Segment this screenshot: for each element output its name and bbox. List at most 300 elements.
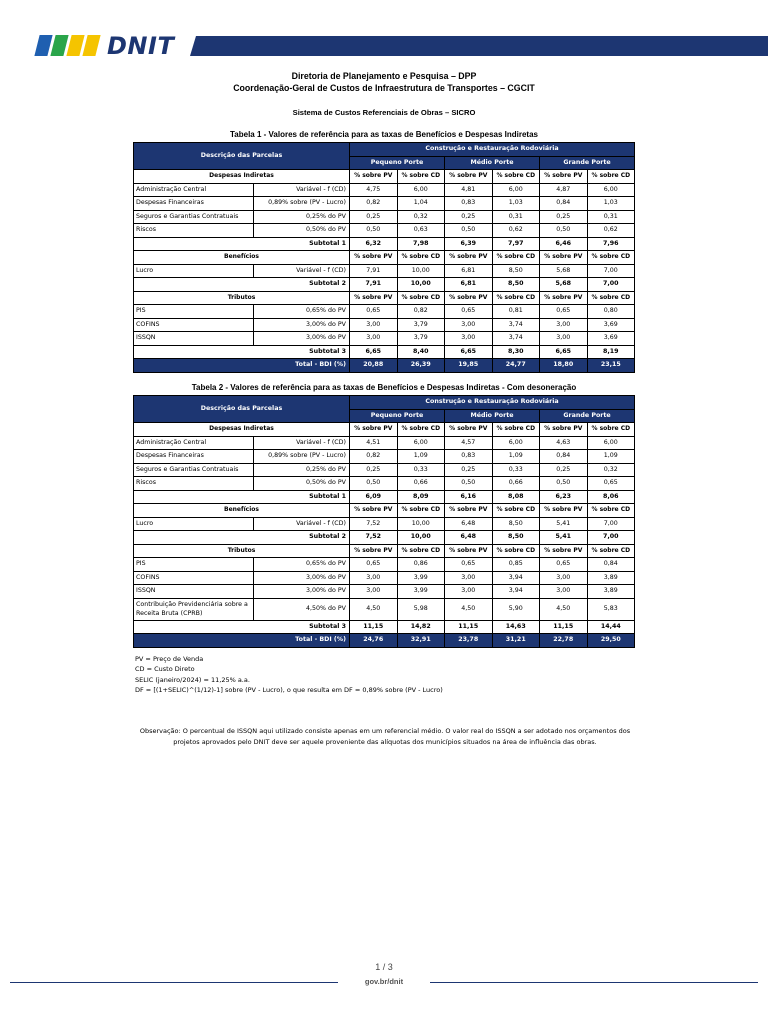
value-cell: 3,00 [445,332,493,346]
value-cell: 5,41 [540,517,588,531]
column-label: % sobre CD [587,544,635,558]
column-label: % sobre CD [397,251,445,265]
table-row [134,463,635,477]
subtotal-value: 6,65 [540,345,588,359]
table-row [134,224,635,238]
subtotal-value: 7,52 [350,531,398,545]
value-cell: 6,00 [587,436,635,450]
value-cell: 0,83 [445,197,493,211]
total-label: Total - BDI (%) [134,634,350,648]
section-name: Benefícios [134,504,350,518]
subtotal-row [134,531,635,545]
value-cell: 0,82 [397,305,445,319]
subtotal-value: 6,81 [445,278,493,292]
value-cell: 3,00 [445,571,493,585]
value-cell: 4,81 [445,183,493,197]
value-cell: 0,25 [540,463,588,477]
subtotal-label: Subtotal 2 [134,278,350,292]
row-basis: 3,00% do PV [254,332,350,346]
total-row [134,634,635,648]
total-value: 20,88 [350,359,398,373]
value-cell: 0,50 [540,224,588,238]
document-titles [0,70,768,117]
value-cell: 0,83 [445,450,493,464]
value-cell: 3,00 [445,318,493,332]
subtotal-value: 7,00 [587,278,635,292]
note-df: DF = [(1+SELIC)^(1/12)-1] sobre (PV - Lucro), o que resulta em DF = 0,89% sobre (PV - Lucro) [135,685,443,694]
row-basis: 0,50% do PV [254,224,350,238]
value-cell: 0,50 [445,477,493,491]
value-cell: 0,25 [445,463,493,477]
row-label: Despesas Financeiras [134,450,254,464]
value-cell: 8,50 [492,517,540,531]
table1 [133,142,635,373]
value-cell: 4,50 [540,598,588,620]
subtotal-value: 7,91 [350,278,398,292]
row-basis: 0,25% do PV [254,210,350,224]
section-header-row [134,544,635,558]
column-label: % sobre PV [540,251,588,265]
dnit-logo-stripes [37,35,99,56]
total-value: 24,76 [350,634,398,648]
table-row [134,558,635,572]
value-cell: 3,00 [540,318,588,332]
value-cell: 6,00 [492,436,540,450]
row-label: Despesas Financeiras [134,197,254,211]
page-header [0,34,768,58]
column-label: % sobre CD [492,504,540,518]
column-label: % sobre CD [492,170,540,184]
row-basis: 0,50% do PV [254,477,350,491]
subtotal-value: 7,97 [492,237,540,251]
value-cell: 6,00 [397,436,445,450]
value-cell: 3,00 [445,585,493,599]
header-bar [190,36,768,56]
value-cell: 3,00 [540,332,588,346]
value-cell: 4,63 [540,436,588,450]
subtotal-row [134,278,635,292]
section-name: Tributos [134,544,350,558]
total-row [134,359,635,373]
column-label: % sobre PV [350,291,398,305]
value-cell: 3,79 [397,332,445,346]
footer-site: gov.br/dnit [364,977,404,986]
row-basis: 0,25% do PV [254,463,350,477]
subtotal-value: 8,06 [587,490,635,504]
subtotal-value: 7,00 [587,531,635,545]
logo-stripe-green [50,35,68,56]
value-cell: 1,03 [587,197,635,211]
table-row [134,332,635,346]
column-label: % sobre PV [445,291,493,305]
value-cell: 5,98 [397,598,445,620]
value-cell: 3,89 [587,585,635,599]
subtotal-label: Subtotal 2 [134,531,350,545]
value-cell: 6,00 [587,183,635,197]
subtotal-value: 8,50 [492,531,540,545]
table2-title: Tabela 2 - Valores de referência para as taxas de Benefícios e Despesas Indiretas - Com desoneração [191,383,577,392]
row-label: Seguros e Garantias Contratuais [134,210,254,224]
total-label: Total - BDI (%) [134,359,350,373]
value-cell: 0,84 [540,450,588,464]
table-row [134,436,635,450]
dnit-logo-text: DNIT [107,32,175,60]
total-value: 31,21 [492,634,540,648]
section-header-row [134,504,635,518]
table-row [134,318,635,332]
porte-header: Grande Porte [540,409,635,423]
total-value: 24,77 [492,359,540,373]
subtotal-label: Subtotal 1 [134,490,350,504]
value-cell: 4,51 [350,436,398,450]
column-label: % sobre CD [492,544,540,558]
subtotal-value: 7,98 [397,237,445,251]
value-cell: 0,84 [587,558,635,572]
value-cell: 3,00 [350,571,398,585]
row-label: PIS [134,305,254,319]
table1-title: Tabela 1 - Valores de referência para as taxas de Benefícios e Despesas Indiretas [229,130,538,139]
subtotal-value: 6,48 [445,531,493,545]
subtotal-row [134,490,635,504]
subtotal-value: 6,39 [445,237,493,251]
notes [135,654,443,695]
title-directorate: Diretoria de Planejamento e Pesquisa – DPP [291,71,477,81]
value-cell: 10,00 [397,264,445,278]
table-row [134,598,635,620]
column-label: % sobre CD [587,170,635,184]
section-header-row [134,291,635,305]
subtotal-label: Subtotal 3 [134,345,350,359]
subtotal-value: 8,30 [492,345,540,359]
value-cell: 0,25 [540,210,588,224]
row-basis: 4,50% do PV [254,598,350,620]
value-cell: 7,00 [587,517,635,531]
value-cell: 0,25 [445,210,493,224]
value-cell: 0,84 [540,197,588,211]
value-cell: 0,82 [350,450,398,464]
column-label: % sobre CD [397,544,445,558]
column-label: % sobre PV [540,504,588,518]
column-label: % sobre PV [540,170,588,184]
column-label: % sobre CD [397,170,445,184]
value-cell: 0,65 [540,558,588,572]
value-cell: 1,03 [492,197,540,211]
column-label: % sobre CD [587,504,635,518]
value-cell: 4,75 [350,183,398,197]
value-cell: 3,79 [397,318,445,332]
value-cell: 6,48 [445,517,493,531]
value-cell: 5,83 [587,598,635,620]
porte-header: Médio Porte [445,409,540,423]
value-cell: 0,50 [350,477,398,491]
value-cell: 0,85 [492,558,540,572]
column-label: % sobre PV [350,423,398,437]
column-label: % sobre CD [587,251,635,265]
value-cell: 3,99 [397,571,445,585]
value-cell: 3,74 [492,332,540,346]
section-header-row [134,251,635,265]
value-cell: 5,68 [540,264,588,278]
row-basis: Variável - f (CD) [254,183,350,197]
subtotal-value: 5,68 [540,278,588,292]
value-cell: 0,62 [587,224,635,238]
total-value: 23,78 [445,634,493,648]
value-cell: 7,52 [350,517,398,531]
value-cell: 0,81 [492,305,540,319]
table-row [134,264,635,278]
column-label: % sobre PV [350,251,398,265]
row-basis: Variável - f (CD) [254,264,350,278]
value-cell: 0,86 [397,558,445,572]
value-cell: 4,50 [350,598,398,620]
value-cell: 0,50 [540,477,588,491]
page-number: 1 / 3 [375,962,393,972]
column-label: % sobre PV [445,251,493,265]
column-label: % sobre PV [445,170,493,184]
subtotal-value: 5,41 [540,531,588,545]
row-basis: 0,65% do PV [254,558,350,572]
subtotal-value: 11,15 [540,620,588,634]
value-cell: 0,65 [587,477,635,491]
row-basis: 0,65% do PV [254,305,350,319]
value-cell: 3,94 [492,585,540,599]
column-label: % sobre PV [540,291,588,305]
subtotal-value: 11,15 [350,620,398,634]
table-row [134,571,635,585]
table-row [134,210,635,224]
value-cell: 5,90 [492,598,540,620]
value-cell: 0,62 [492,224,540,238]
value-cell: 0,66 [492,477,540,491]
header-row [134,396,635,410]
section-name: Despesas Indiretas [134,423,350,437]
value-cell: 3,69 [587,332,635,346]
desc-header: Descrição das Parcelas [134,143,350,170]
row-label: Administração Central [134,436,254,450]
subtotal-value: 11,15 [445,620,493,634]
value-cell: 6,00 [397,183,445,197]
value-cell: 0,32 [397,210,445,224]
row-label: Seguros e Garantias Contratuais [134,463,254,477]
row-label: Lucro [134,517,254,531]
value-cell: 0,66 [397,477,445,491]
column-label: % sobre PV [350,504,398,518]
value-cell: 10,00 [397,517,445,531]
value-cell: 0,32 [587,463,635,477]
column-label: % sobre CD [492,251,540,265]
row-label: Riscos [134,477,254,491]
value-cell: 0,50 [445,224,493,238]
value-cell: 0,25 [350,210,398,224]
value-cell: 0,50 [350,224,398,238]
total-value: 18,80 [540,359,588,373]
subtotal-value: 8,19 [587,345,635,359]
value-cell: 0,31 [587,210,635,224]
subtotal-label: Subtotal 3 [134,620,350,634]
value-cell: 4,87 [540,183,588,197]
subtotal-value: 14,63 [492,620,540,634]
value-cell: 7,00 [587,264,635,278]
group-header: Construção e Restauração Rodoviária [350,143,635,157]
value-cell: 3,00 [350,585,398,599]
column-label: % sobre PV [350,544,398,558]
subtotal-value: 7,96 [587,237,635,251]
value-cell: 0,65 [445,558,493,572]
value-cell: 0,33 [492,463,540,477]
value-cell: 0,31 [492,210,540,224]
row-basis: Variável - f (CD) [254,436,350,450]
subtotal-value: 6,32 [350,237,398,251]
total-value: 32,91 [397,634,445,648]
subtotal-value: 8,08 [492,490,540,504]
value-cell: 8,50 [492,264,540,278]
subtotal-value: 6,23 [540,490,588,504]
total-value: 29,50 [587,634,635,648]
logo-stripe-yellow [66,35,84,56]
subtotal-value: 6,65 [350,345,398,359]
value-cell: 1,09 [587,450,635,464]
value-cell: 0,65 [540,305,588,319]
total-value: 22,78 [540,634,588,648]
observation: Observação: O percentual de ISSQN aqui utilizado consiste apenas em um referencial médio. O valor real do ISSQN a ser adotado nos orçamentos dos projetos aprovados pelo DNIT deve ser aquele proveniente das alíquotas dos municípios situados na área de influência das obras. [139,727,631,746]
column-label: % sobre PV [445,544,493,558]
subtotal-value: 8,09 [397,490,445,504]
value-cell: 0,33 [397,463,445,477]
value-cell: 6,00 [492,183,540,197]
table-row [134,183,635,197]
column-label: % sobre CD [397,504,445,518]
header-row [134,143,635,157]
column-label: % sobre CD [492,291,540,305]
porte-header: Pequeno Porte [350,409,445,423]
table-row [134,197,635,211]
column-label: % sobre CD [587,423,635,437]
note-pv: PV = Preço de Venda [135,655,204,663]
subtotal-value: 6,16 [445,490,493,504]
value-cell: 7,91 [350,264,398,278]
porte-header: Médio Porte [445,156,540,170]
column-label: % sobre CD [492,423,540,437]
value-cell: 3,00 [350,318,398,332]
total-value: 23,15 [587,359,635,373]
subtotal-value: 8,40 [397,345,445,359]
value-cell: 4,57 [445,436,493,450]
value-cell: 0,25 [350,463,398,477]
value-cell: 3,99 [397,585,445,599]
value-cell: 1,09 [492,450,540,464]
column-label: % sobre CD [397,291,445,305]
section-header-row [134,423,635,437]
row-basis: 3,00% do PV [254,318,350,332]
desc-header: Descrição das Parcelas [134,396,350,423]
column-label: % sobre PV [540,544,588,558]
value-cell: 0,63 [397,224,445,238]
value-cell: 4,50 [445,598,493,620]
table-row [134,305,635,319]
porte-header: Grande Porte [540,156,635,170]
table-row [134,585,635,599]
value-cell: 1,04 [397,197,445,211]
total-value: 26,39 [397,359,445,373]
subtotal-value: 8,50 [492,278,540,292]
subtotal-row [134,620,635,634]
title-system: Sistema de Custos Referenciais de Obras – SICRO [292,108,476,117]
value-cell: 3,00 [350,332,398,346]
subtotal-value: 14,44 [587,620,635,634]
table-row [134,517,635,531]
row-basis: 3,00% do PV [254,571,350,585]
value-cell: 3,69 [587,318,635,332]
section-name: Despesas Indiretas [134,170,350,184]
total-value: 19,85 [445,359,493,373]
value-cell: 6,81 [445,264,493,278]
row-basis: 0,89% sobre (PV - Lucro) [254,197,350,211]
value-cell: 0,80 [587,305,635,319]
subtotal-value: 6,09 [350,490,398,504]
row-label: Riscos [134,224,254,238]
logo-stripe-blue [34,35,52,56]
section-name: Tributos [134,291,350,305]
subtotal-value: 6,65 [445,345,493,359]
value-cell: 3,74 [492,318,540,332]
note-cd: CD = Custo Direto [135,665,195,674]
porte-header: Pequeno Porte [350,156,445,170]
subtotal-label: Subtotal 1 [134,237,350,251]
value-cell: 3,00 [540,571,588,585]
row-label: ISSQN [134,332,254,346]
subtotal-row [134,237,635,251]
table2 [133,395,635,648]
value-cell: 1,09 [397,450,445,464]
logo-stripe-yellow-2 [82,35,100,56]
value-cell: 0,65 [445,305,493,319]
value-cell: 3,94 [492,571,540,585]
subtotal-value: 10,00 [397,531,445,545]
column-label: % sobre PV [445,504,493,518]
column-label: % sobre PV [350,170,398,184]
row-basis: 0,89% sobre (PV - Lucro) [254,450,350,464]
section-name: Benefícios [134,251,350,265]
column-label: % sobre CD [397,423,445,437]
note-selic: SELIC (janeiro/2024) = 11,25% a.a. [135,675,250,684]
row-basis: Variável - f (CD) [254,517,350,531]
row-label: PIS [134,558,254,572]
subtotal-value: 14,82 [397,620,445,634]
table-row [134,477,635,491]
row-label: ISSQN [134,585,254,599]
row-label: Administração Central [134,183,254,197]
group-header: Construção e Restauração Rodoviária [350,396,635,410]
row-basis: 3,00% do PV [254,585,350,599]
column-label: % sobre CD [587,291,635,305]
value-cell: 0,65 [350,558,398,572]
row-label: COFINS [134,318,254,332]
row-label: Contribuição Previdenciária sobre a Receita Bruta (CPRB) [134,598,254,620]
value-cell: 3,89 [587,571,635,585]
subtotal-value: 6,46 [540,237,588,251]
subtotal-value: 10,00 [397,278,445,292]
subtotal-row [134,345,635,359]
value-cell: 3,00 [540,585,588,599]
title-coordination: Coordenação-Geral de Custos de Infraestrutura de Transportes – CGCIT [233,83,535,93]
value-cell: 0,82 [350,197,398,211]
section-header-row [134,170,635,184]
column-label: % sobre PV [540,423,588,437]
row-label: Lucro [134,264,254,278]
row-label: COFINS [134,571,254,585]
table-row [134,450,635,464]
column-label: % sobre PV [445,423,493,437]
